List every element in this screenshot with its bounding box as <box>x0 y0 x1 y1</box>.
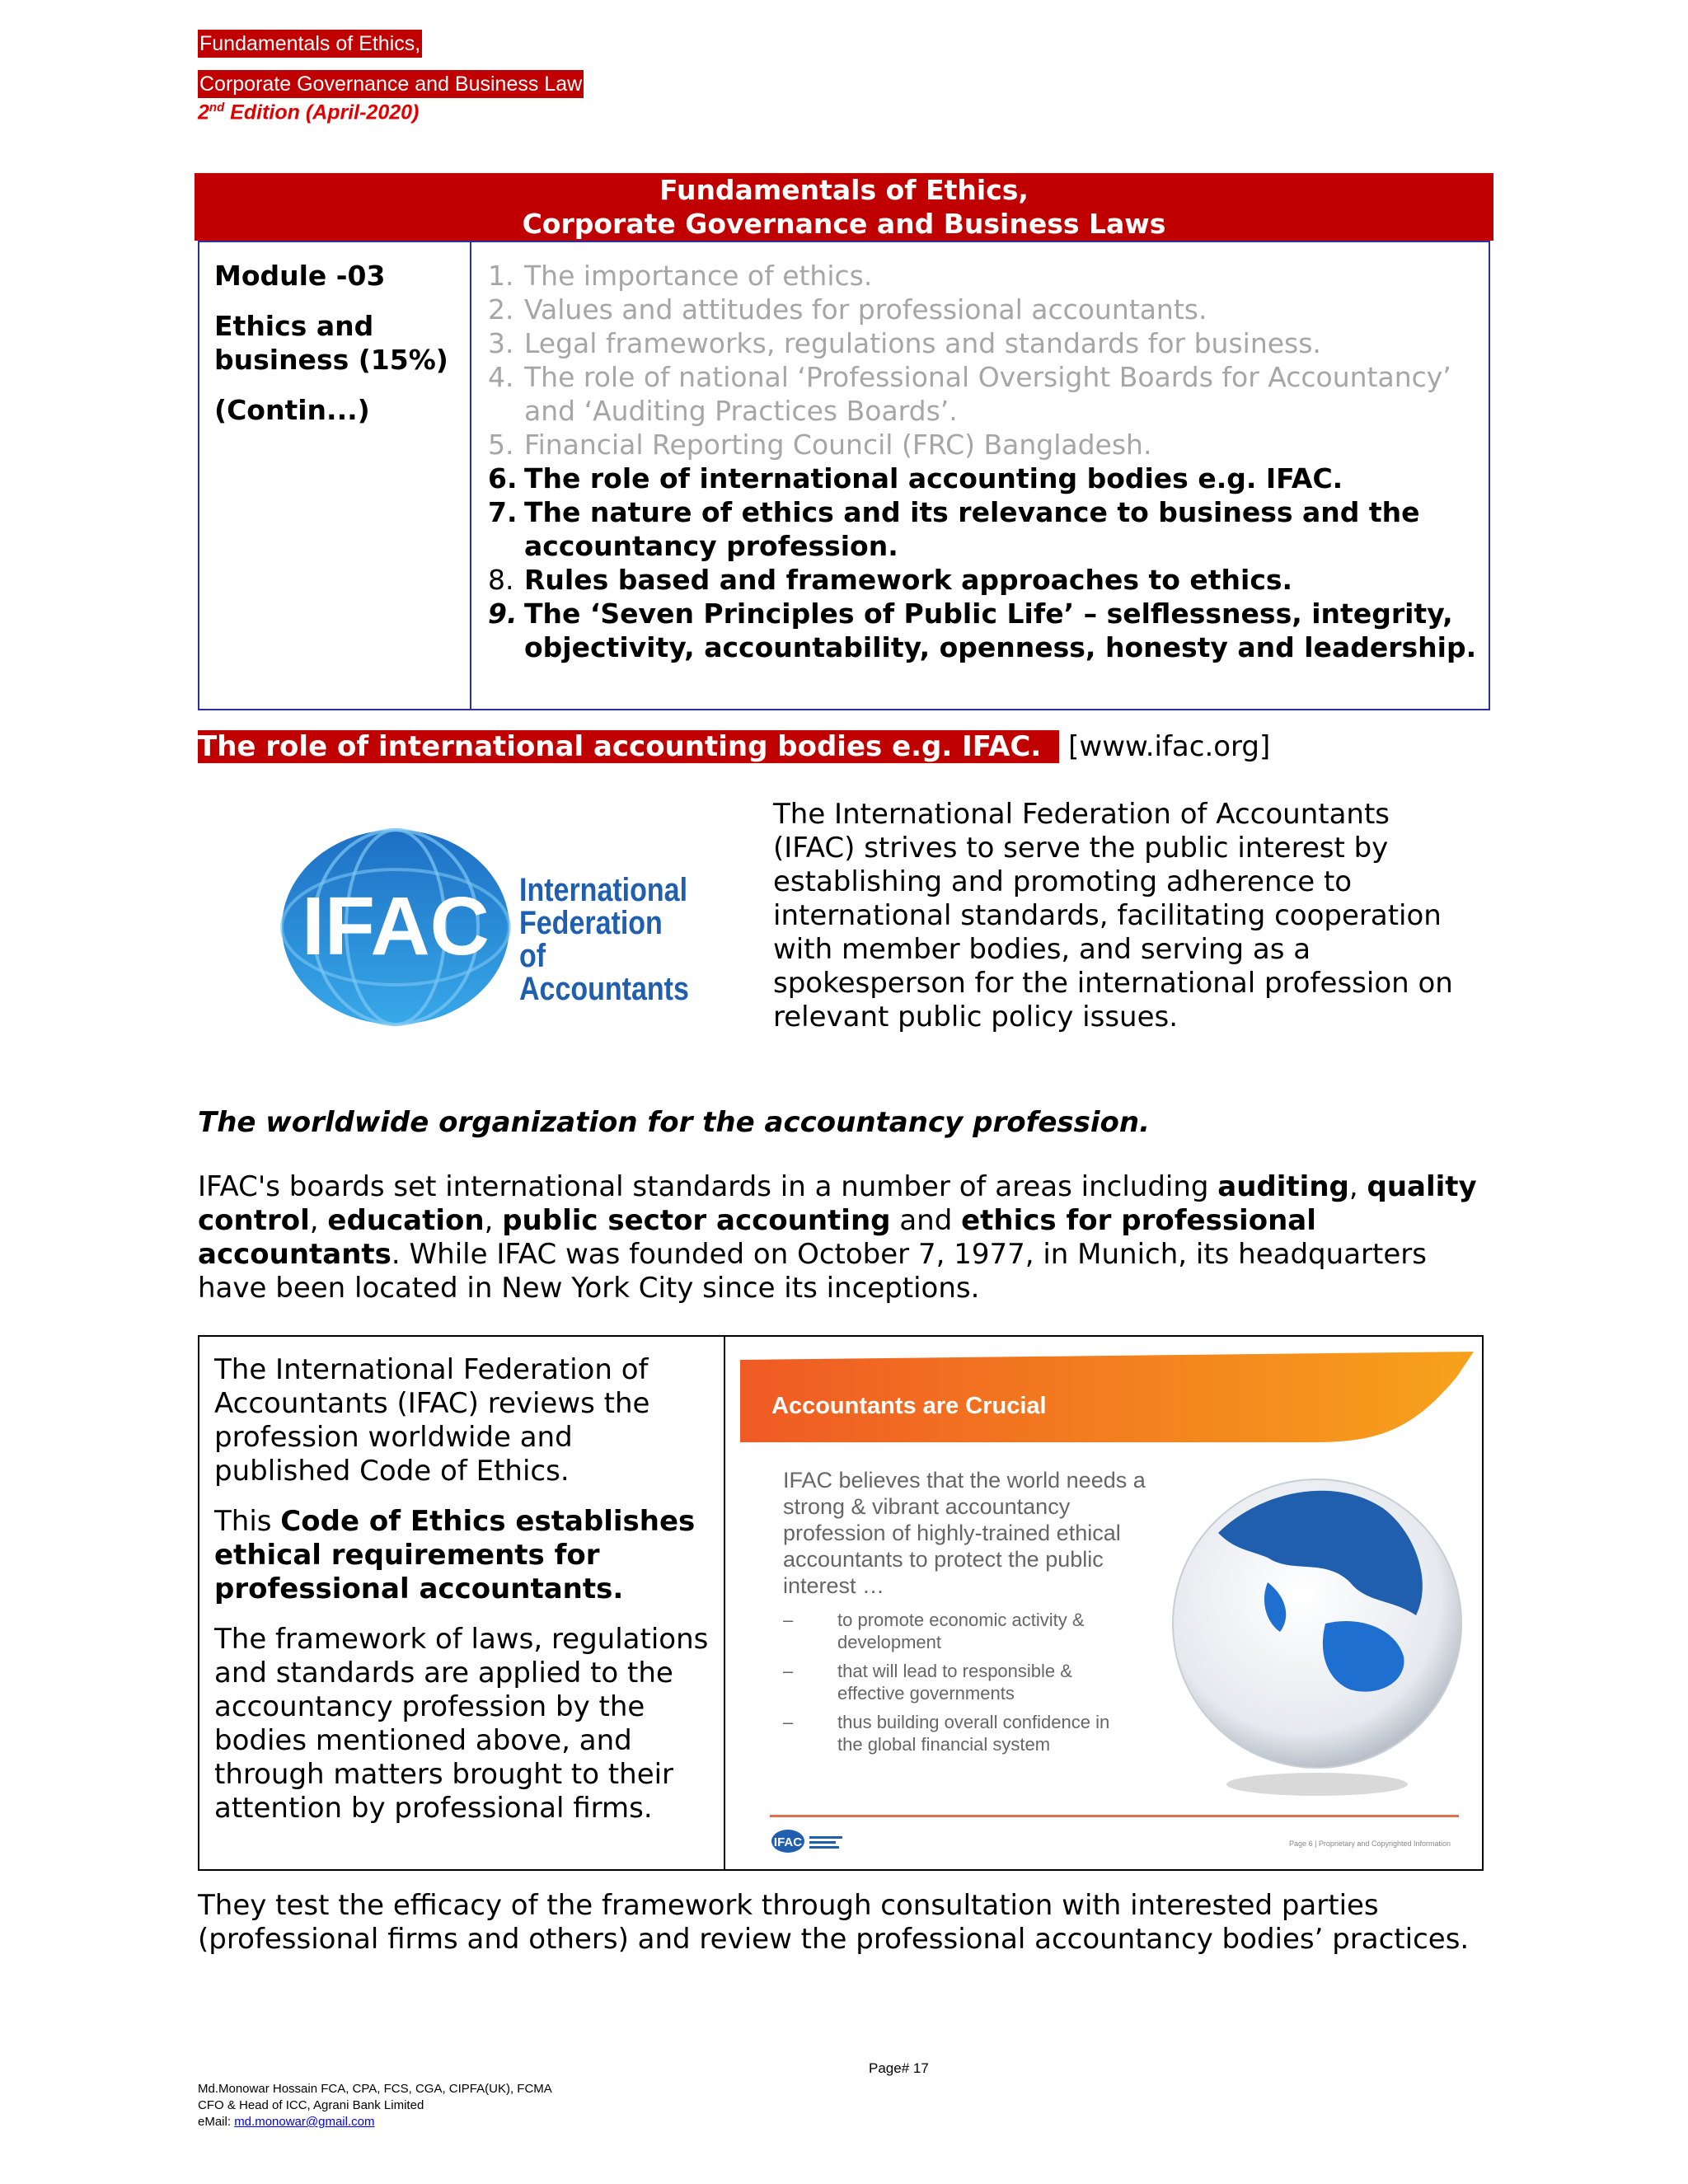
slide-logo-text: IFAC <box>773 1835 803 1849</box>
topic-number: 5. <box>488 429 514 461</box>
slide-ifac-logo <box>770 1825 869 1858</box>
ifac-wordmark-line1: International <box>519 872 688 908</box>
bold-term: Code of Ethics establishes ethical requirements for professional accountants. <box>214 1505 696 1605</box>
module-table-title-line1: Fundamentals of Ethics, <box>659 174 1029 206</box>
topic-number: 7. <box>488 496 518 528</box>
module-table-title-line2: Corporate Governance and Business Laws <box>522 208 1166 240</box>
slide-bullet: – to promote economic activity & development <box>783 1609 1129 1653</box>
module-table <box>198 241 1490 710</box>
ifac-wordmark-line3: of Accountants <box>519 938 689 1007</box>
topic-item <box>488 259 1477 293</box>
box-paragraph-2 <box>214 1505 712 1606</box>
text-run: IFAC's boards set international standards in a number of areas including <box>198 1170 1218 1203</box>
topic-item <box>488 293 1477 326</box>
topic-text: The importance of ethics. <box>524 260 873 292</box>
boards-paragraph <box>198 1170 1484 1305</box>
topic-item <box>488 462 1477 495</box>
topic-item <box>488 597 1477 664</box>
topic-text: Rules based and framework approaches to ethics. <box>524 564 1293 596</box>
topic-item <box>488 563 1477 597</box>
running-header-line1: Fundamentals of Ethics, <box>198 30 422 58</box>
module-table-title <box>195 173 1493 241</box>
topic-item <box>488 428 1477 462</box>
edition-suffix: nd <box>209 101 225 115</box>
topic-number: 2. <box>488 293 514 326</box>
slide-bullet-text: to promote economic activity & development <box>837 1610 1085 1652</box>
box-paragraph-3: The framework of laws, regulations and standards are applied to the accountancy profession by the bodies mentioned above, and through matters brought to their attention by professional firms. <box>214 1623 709 1825</box>
topic-text: The nature of ethics and its relevance to business and the accountancy profession. <box>524 496 1420 562</box>
topic-item <box>488 360 1477 428</box>
slide-body: IFAC believes that the world needs a strong & vibrant accountancy profession of highly-trained ethical accountants to protect the public interest … <box>783 1468 1146 1598</box>
edition-text: Edition (April-2020) <box>224 101 420 124</box>
slide-title: Accountants are Crucial <box>771 1393 1047 1419</box>
topic-item <box>488 495 1477 563</box>
running-header-line2: Corporate Governance and Business Law <box>198 70 584 98</box>
bold-term: quality control <box>198 1170 1477 1237</box>
code-of-ethics-text <box>199 1337 725 1869</box>
slide-bullet-text: that will lead to responsible & effective governments <box>837 1661 1072 1704</box>
slide-bullet: – that will lead to responsible & effective governments <box>783 1660 1129 1704</box>
topic-text: Values and attitudes for professional accountants. <box>524 293 1207 326</box>
section-link[interactable]: [www.ifac.org] <box>1068 730 1271 763</box>
topic-number: 1. <box>488 260 514 292</box>
ifac-intro-text: The International Federation of Accountants (IFAC) strives to serve the public interest by establishing and promoting adherence to international standards, facilitating cooperation with member bodies, and serving as a spokesperson for the international profession on relevant public policy issues. <box>773 798 1453 1033</box>
ifac-wordmark-line2: Federation <box>519 905 663 941</box>
author-role: CFO & Head of ICC, Agrani Bank Limited <box>198 2098 424 2112</box>
edition-number: 2 <box>198 101 209 124</box>
globe-icon <box>1169 1459 1465 1805</box>
topic-number: 6. <box>488 462 518 494</box>
topic-text: The ‘Seven Principles of Public Life’ – selflessness, integrity, objectivity, accountability, openness, honesty and leadership. <box>524 598 1477 663</box>
module-info-cell <box>199 242 471 709</box>
topic-text: Legal frameworks, regulations and standards for business. <box>524 327 1321 359</box>
section-heading-text: The role of international accounting bodies e.g. IFAC. <box>198 730 1059 763</box>
code-of-ethics-box <box>198 1335 1484 1871</box>
author-name: Md.Monowar Hossain FCA, CPA, FCS, CGA, CIPFA(UK), FCMA <box>198 2082 552 2096</box>
text-run: , <box>484 1204 503 1237</box>
author-footer <box>198 2081 552 2130</box>
ifac-wordmark <box>519 874 689 1005</box>
bold-term: auditing <box>1217 1170 1349 1203</box>
ifac-globe-mark <box>272 824 519 1030</box>
bold-term: ethics for professional accountants <box>198 1204 1316 1271</box>
text-run: and <box>890 1204 962 1237</box>
module-status: (Contin...) <box>214 394 370 426</box>
module-label: Module -03 <box>214 260 386 292</box>
topic-text: The role of international accounting bodies e.g. IFAC. <box>524 462 1343 494</box>
closing-paragraph: They test the efficacy of the framework through consultation with interested parties (professional firms and others) and review the professional accountancy bodies’ practices. <box>198 1889 1470 1956</box>
module-name: Ethics and business (15%) <box>214 310 448 376</box>
topic-number: 4. <box>488 361 514 393</box>
tagline: The worldwide organization for the accountancy profession. <box>198 1106 1151 1139</box>
box-paragraph-1: The International Federation of Accountants (IFAC) reviews the profession worldwide and published Code of Ethics. <box>214 1353 650 1488</box>
slide-bullet-text: thus building overall confidence in the global financial system <box>837 1712 1110 1755</box>
text-run: , <box>309 1204 328 1237</box>
bold-term: education <box>327 1204 485 1237</box>
author-email <box>198 2114 552 2130</box>
topic-list <box>488 259 1477 664</box>
topic-text: The role of national ‘Professional Oversight Boards for Accountancy’ and ‘Auditing Practices Boards’. <box>524 361 1451 427</box>
topic-number: 9. <box>488 598 518 630</box>
slide-footer-text: Page 6 | Proprietary and Copyrighted Information <box>1289 1840 1451 1848</box>
bold-term: public sector accounting <box>502 1204 891 1237</box>
section-heading <box>198 729 1270 765</box>
ifac-logo <box>272 824 717 1030</box>
ifac-mark-text: IFAC <box>302 880 490 972</box>
topic-number: 3. <box>488 327 514 359</box>
topic-number: 8. <box>488 564 514 596</box>
email-link[interactable]: md.monowar@gmail.com <box>234 2115 375 2129</box>
running-header-edition <box>198 101 419 124</box>
topic-item <box>488 326 1477 360</box>
topic-text: Financial Reporting Council (FRC) Bangladesh. <box>524 429 1152 461</box>
accountants-crucial-slide <box>740 1352 1474 1854</box>
text-run: , <box>1348 1170 1367 1203</box>
slide-rule <box>770 1815 1459 1817</box>
page-number: Page# 17 <box>869 2060 929 2076</box>
text-run: This <box>214 1505 281 1538</box>
slide-bullet: – thus building overall confidence in the global financial system <box>783 1711 1129 1755</box>
email-label: eMail: <box>198 2115 235 2129</box>
text-run: . While IFAC was founded on October 7, 1977, in Munich, its headquarters have been located in New York City since its inceptions. <box>198 1238 1427 1305</box>
